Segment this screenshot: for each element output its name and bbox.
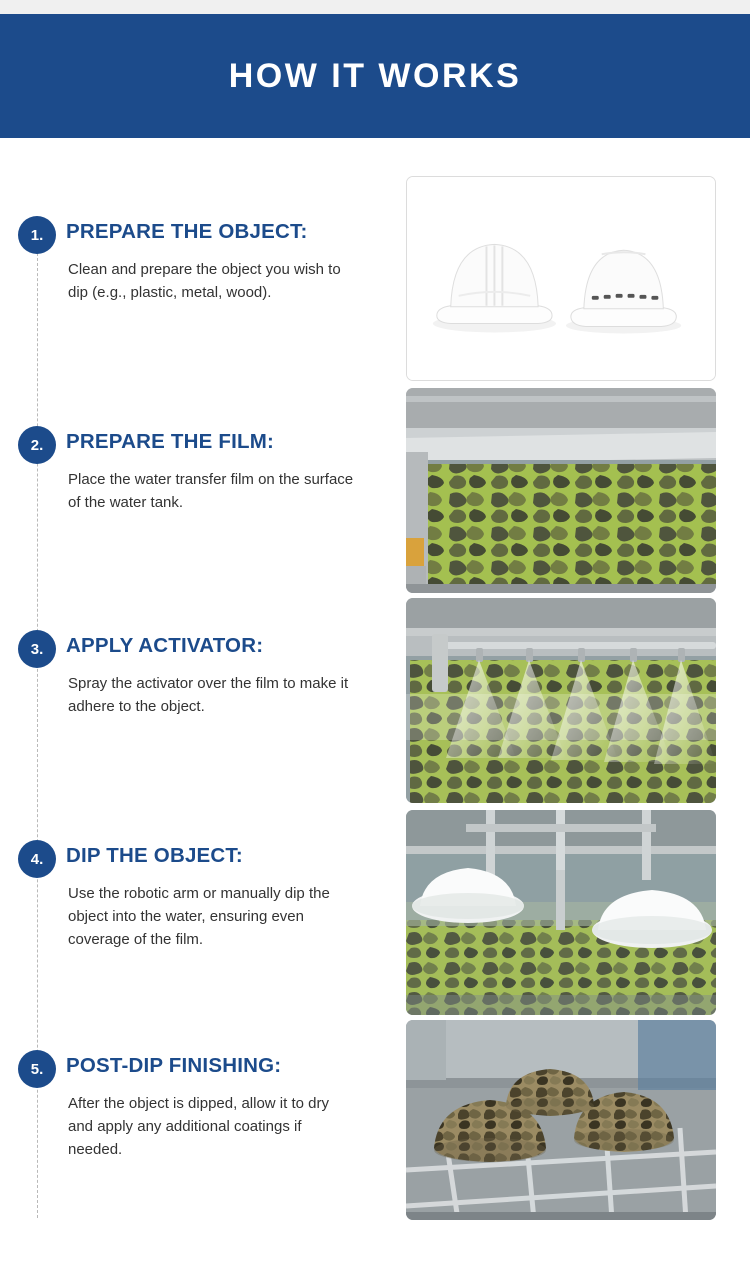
- step-body: [66, 221, 378, 304]
- step-description: Spray the activator over the film to make it adhere to the object.: [68, 674, 349, 715]
- step-title: PREPARE THE FILM:: [66, 430, 275, 453]
- step-body: [66, 431, 378, 514]
- step-title: DIP THE OBJECT:: [66, 844, 243, 867]
- step-number-badge: 4.: [18, 840, 56, 878]
- list-item: [18, 1050, 378, 1161]
- step-title: POST-DIP FINISHING:: [66, 1054, 282, 1077]
- step-body: [66, 635, 378, 718]
- step-2-photo: [406, 388, 716, 593]
- step-number-badge: 5.: [18, 1050, 56, 1088]
- header-banner: [0, 14, 750, 138]
- step-description: Clean and prepare the object you wish to dip (e.g., plastic, metal, wood).: [68, 260, 341, 301]
- step-title: APPLY ACTIVATOR:: [66, 634, 264, 657]
- step-4-photo: [406, 810, 716, 1015]
- step-1-photo: [406, 176, 716, 381]
- top-strip: [0, 0, 750, 14]
- step-description: Use the robotic arm or manually dip the object into the water, ensuring even coverage of the film.: [68, 884, 330, 949]
- step-number-badge: 2.: [18, 426, 56, 464]
- step-body: [66, 845, 378, 951]
- step-3-photo: [406, 598, 716, 803]
- content-area: [0, 138, 750, 1263]
- step-body: [66, 1055, 378, 1161]
- step-5-photo: [406, 1020, 716, 1220]
- step-number-badge: 3.: [18, 630, 56, 668]
- page-title: HOW IT WORKS: [228, 56, 522, 95]
- list-item: [18, 426, 378, 514]
- step-number-badge: 1.: [18, 216, 56, 254]
- list-item: [18, 216, 378, 304]
- step-description: Place the water transfer film on the surface of the water tank.: [68, 470, 354, 511]
- list-item: [18, 630, 378, 718]
- list-item: [18, 840, 378, 951]
- step-title: PREPARE THE OBJECT:: [66, 220, 308, 243]
- step-description: After the object is dipped, allow it to dry and apply any additional coatings if needed.: [68, 1094, 329, 1159]
